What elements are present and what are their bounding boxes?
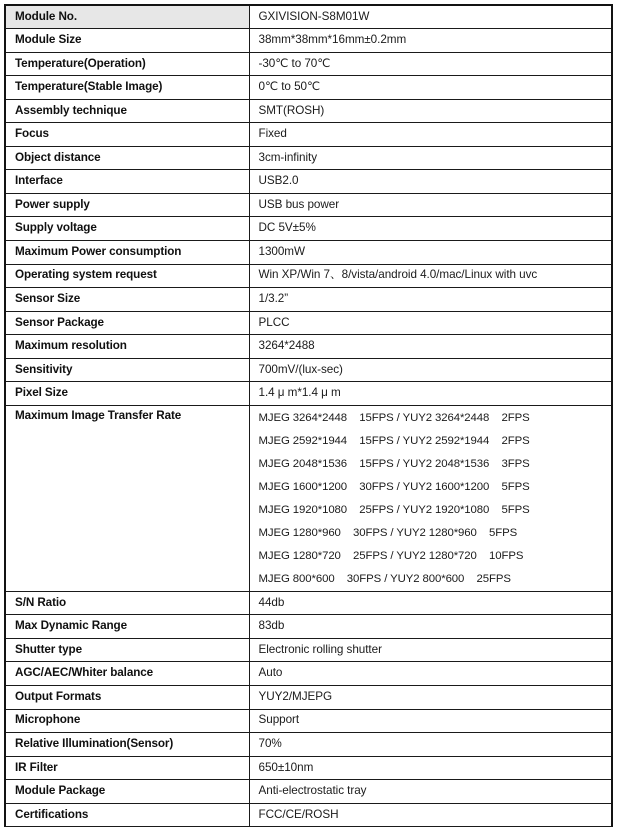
- spec-label-cell: Power supply: [5, 193, 249, 217]
- transfer-rate-line: MJEG 1280*720 25FPS / YUY2 1280*720 10FPS: [258, 549, 524, 562]
- spec-value-cell: 44db: [249, 591, 612, 615]
- transfer-rate-line: MJEG 800*600 30FPS / YUY2 800*600 25FPS: [258, 572, 511, 585]
- spec-value-cell: Fixed: [249, 123, 612, 147]
- table-row: [5, 358, 612, 382]
- spec-value-cell: SMT(ROSH): [249, 99, 612, 123]
- table-row: [5, 146, 612, 170]
- spec-value-cell: 83db: [249, 615, 612, 639]
- spec-value-cell: DC 5V±5%: [249, 217, 612, 241]
- spec-label-cell: Shutter type: [5, 638, 249, 662]
- spec-value-cell: Electronic rolling shutter: [249, 638, 612, 662]
- table-row: [5, 264, 612, 288]
- table-row: [5, 335, 612, 359]
- spec-label-cell: Operating system request: [5, 264, 249, 288]
- table-row: [5, 638, 612, 662]
- spec-label-cell: Module No.: [5, 5, 249, 29]
- transfer-rate-line: MJEG 1280*960 30FPS / YUY2 1280*960 5FPS: [258, 526, 518, 539]
- table-row: [5, 193, 612, 217]
- spec-label-cell: Sensor Size: [5, 288, 249, 312]
- spec-value-cell: PLCC: [249, 311, 612, 335]
- spec-label-cell: Sensor Package: [5, 311, 249, 335]
- transfer-rate-line: MJEG 2592*1944 15FPS / YUY2 2592*1944 2FPS: [258, 434, 530, 447]
- spec-label-cell: Output Formats: [5, 685, 249, 709]
- spec-label-cell: Relative Illumination(Sensor): [5, 733, 249, 757]
- specification-table-body: [5, 5, 612, 827]
- spec-label-cell: Maximum Image Transfer Rate: [5, 405, 249, 591]
- transfer-rate-line: MJEG 3264*2448 15FPS / YUY2 3264*2448 2FPS: [258, 411, 530, 424]
- table-row: [5, 803, 612, 827]
- table-row: [5, 99, 612, 123]
- table-row: [5, 756, 612, 780]
- spec-label-cell: IR Filter: [5, 756, 249, 780]
- spec-label-cell: S/N Ratio: [5, 591, 249, 615]
- spec-value-cell: 1.4 μ m*1.4 μ m: [249, 382, 612, 406]
- spec-value-cell: 650±10nm: [249, 756, 612, 780]
- spec-label-cell: Module Package: [5, 780, 249, 804]
- spec-value-cell: 3cm-infinity: [249, 146, 612, 170]
- spec-label-cell: Microphone: [5, 709, 249, 733]
- spec-label-cell: Interface: [5, 170, 249, 194]
- spec-value-cell: YUY2/MJEPG: [249, 685, 612, 709]
- spec-label-cell: Maximum resolution: [5, 335, 249, 359]
- spec-value-cell: 1300mW: [249, 240, 612, 264]
- table-row: [5, 709, 612, 733]
- table-row: [5, 733, 612, 757]
- spec-value-cell: USB bus power: [249, 193, 612, 217]
- spec-label-cell: Pixel Size: [5, 382, 249, 406]
- spec-label-cell: Temperature(Stable Image): [5, 76, 249, 100]
- spec-label-cell: Maximum Power consumption: [5, 240, 249, 264]
- spec-label-cell: AGC/AEC/Whiter balance: [5, 662, 249, 686]
- spec-value-cell: 3264*2488: [249, 335, 612, 359]
- transfer-rate-line: MJEG 1920*1080 25FPS / YUY2 1920*1080 5FPS: [258, 503, 530, 516]
- table-row: [5, 52, 612, 76]
- table-row: [5, 123, 612, 147]
- spec-label-cell: Assembly technique: [5, 99, 249, 123]
- table-row: [5, 382, 612, 406]
- table-row-transfer-rate: [5, 405, 612, 591]
- spec-label-cell: Max Dynamic Range: [5, 615, 249, 639]
- transfer-rate-line: MJEG 2048*1536 15FPS / YUY2 2048*1536 3FPS: [258, 457, 530, 470]
- transfer-rate-list: [249, 405, 612, 591]
- table-row: [5, 29, 612, 53]
- spec-value-cell: GXIVISION-S8M01W: [249, 5, 612, 29]
- table-row: [5, 170, 612, 194]
- table-row: [5, 240, 612, 264]
- table-row: [5, 662, 612, 686]
- spec-label-cell: Focus: [5, 123, 249, 147]
- table-row: [5, 288, 612, 312]
- table-row: [5, 76, 612, 100]
- table-row: [5, 780, 612, 804]
- spec-label-cell: Supply voltage: [5, 217, 249, 241]
- specification-table: [4, 4, 613, 827]
- spec-value-cell: -30℃ to 70℃: [249, 52, 612, 76]
- spec-value-cell: 700mV/(lux-sec): [249, 358, 612, 382]
- table-row: [5, 217, 612, 241]
- spec-label-cell: Sensitivity: [5, 358, 249, 382]
- spec-value-cell: 1/3.2”: [249, 288, 612, 312]
- spec-value-cell: 38mm*38mm*16mm±0.2mm: [249, 29, 612, 53]
- spec-label-cell: Certifications: [5, 803, 249, 827]
- spec-label-cell: Module Size: [5, 29, 249, 53]
- table-row: [5, 311, 612, 335]
- spec-value-cell: 70%: [249, 733, 612, 757]
- table-row: [5, 615, 612, 639]
- spec-label-cell: Object distance: [5, 146, 249, 170]
- spec-value-cell: FCC/CE/ROSH: [249, 803, 612, 827]
- table-row: [5, 591, 612, 615]
- spec-value-cell: Auto: [249, 662, 612, 686]
- spec-label-cell: Temperature(Operation): [5, 52, 249, 76]
- spec-value-cell: Anti-electrostatic tray: [249, 780, 612, 804]
- spec-value-cell: Win XP/Win 7、8/vista/android 4.0/mac/Linux with uvc: [249, 264, 612, 288]
- spec-value-cell: USB2.0: [249, 170, 612, 194]
- table-row: [5, 5, 612, 29]
- table-row: [5, 685, 612, 709]
- transfer-rate-line: MJEG 1600*1200 30FPS / YUY2 1600*1200 5FPS: [258, 480, 530, 493]
- spec-value-cell: 0℃ to 50℃: [249, 76, 612, 100]
- spec-value-cell: Support: [249, 709, 612, 733]
